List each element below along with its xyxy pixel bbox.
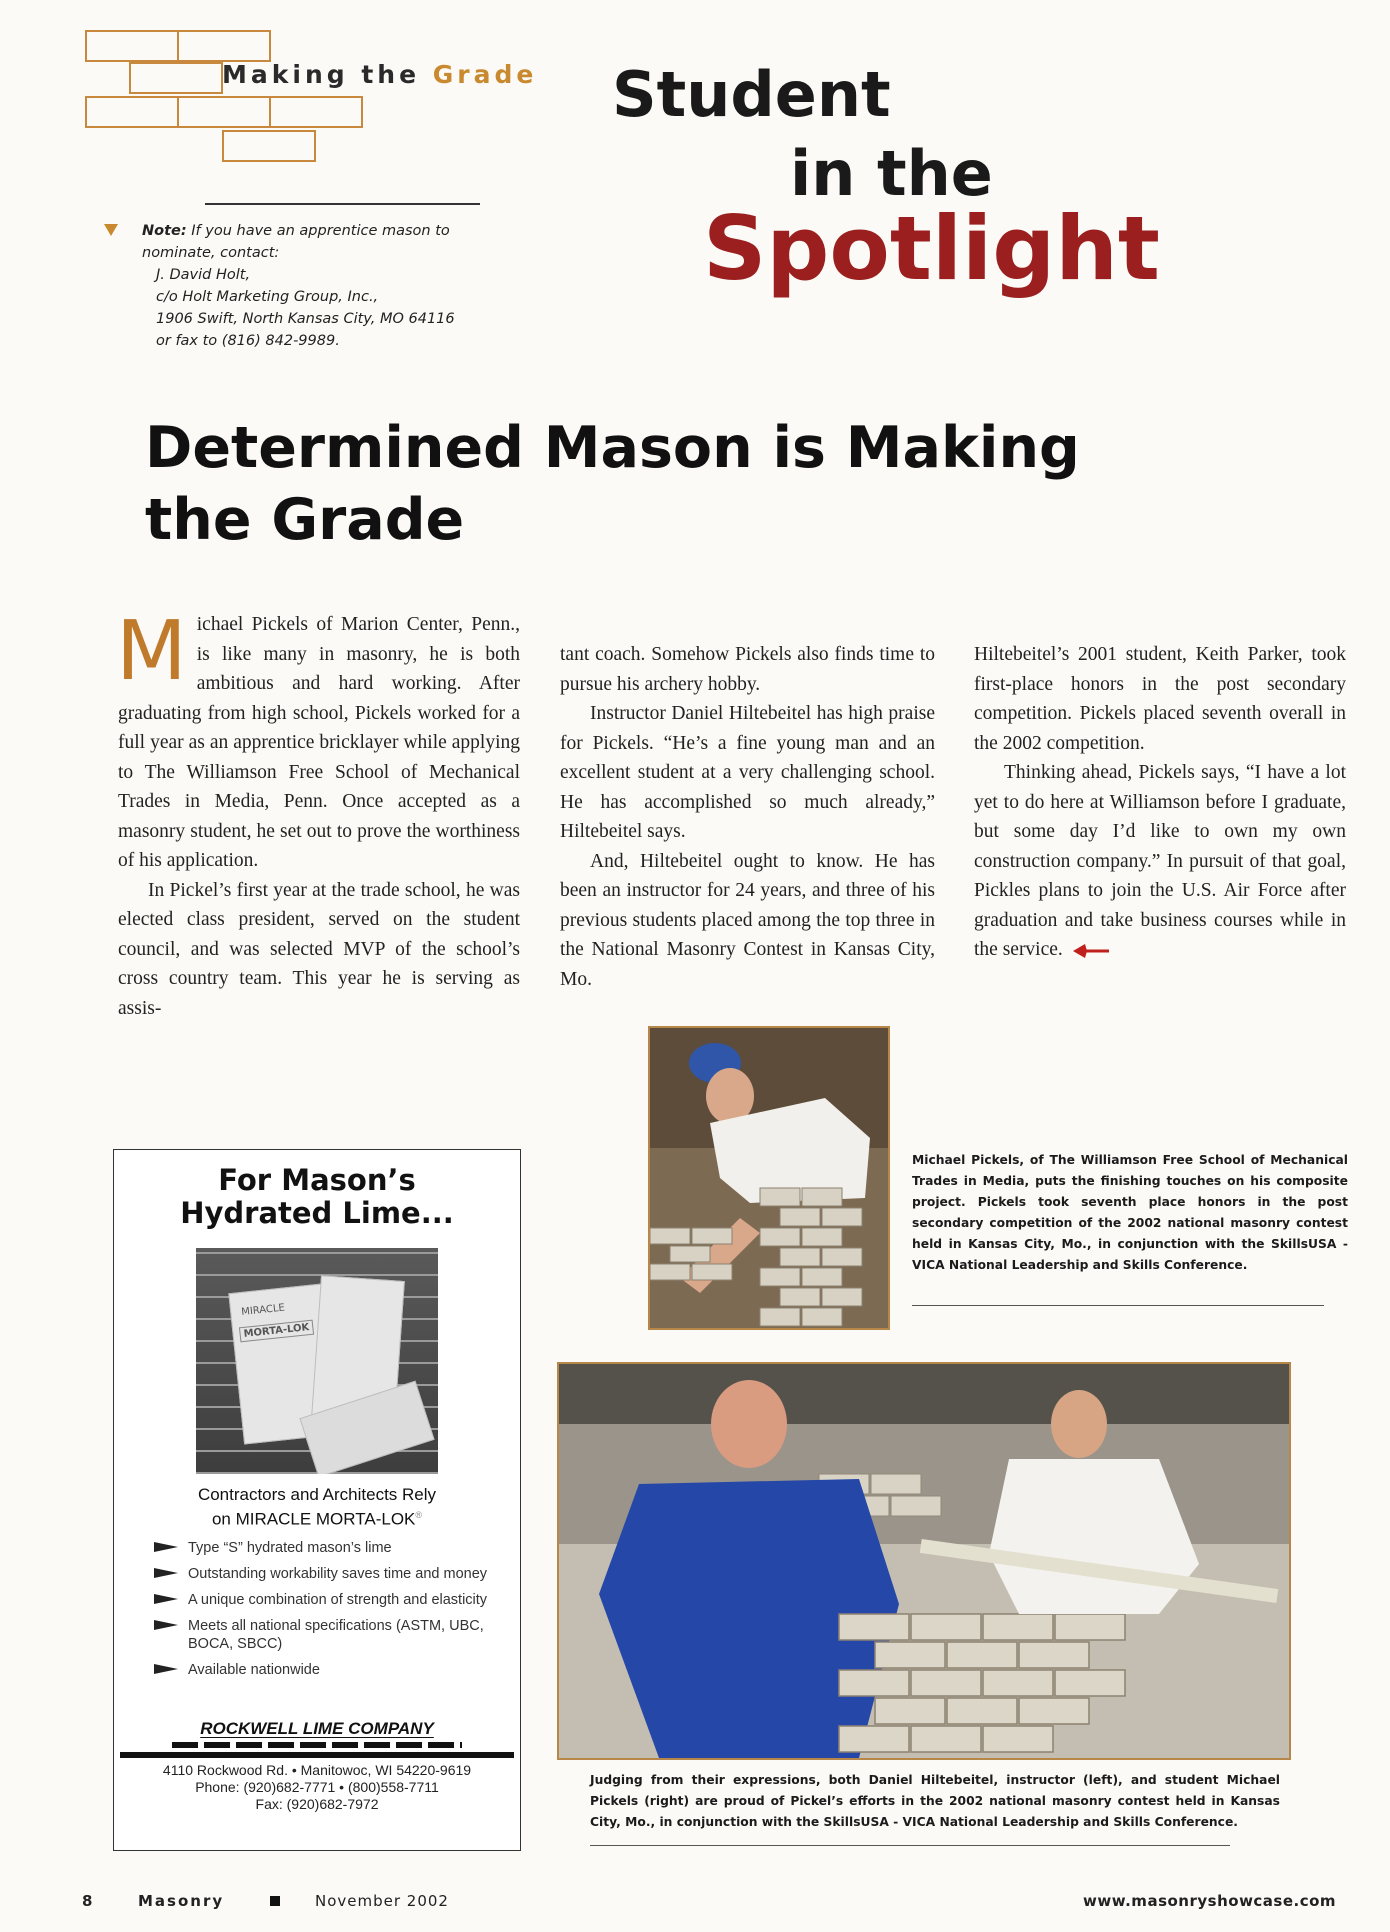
caption-rule [590,1845,1230,1846]
feature-list [154,1539,504,1687]
brick [85,30,179,62]
feature-text: Type “S” hydrated mason’s lime [188,1540,392,1556]
article-paragraph: Hiltebeitel’s 2001 student, Keith Parker, took first-place honors in the post secondary competition. Pickels placed seventh overall in the 2002 competition. [974,644,1346,754]
note-line: or fax to (816) 842-9989. [156,333,340,349]
company-name: ROCKWELL LIME COMPANY [200,1719,434,1738]
article-paragraph: ichael Pickels of Marion Center, Penn., is like many in masonry, he is both ambitious and hard working. After graduating from high school, Pickels worked for a full year as an apprentice bricklayer while applying to The Williamson Free School of Mechanical Trades in Media, Penn. Once accepted as a masonry student, he set out to prove the worthiness of his application. [118,614,520,871]
bag-label: MIRACLE [240,1302,286,1319]
title-spotlight: Spotlight [703,197,1160,300]
photo-illustration [650,1028,888,1328]
trowel-icon [1071,943,1111,959]
article-column-3 [974,640,1346,965]
arrow-bullet-icon [154,1542,178,1552]
footer-square-icon [270,1896,280,1906]
feature-item [154,1617,504,1653]
note-line: nominate, contact: [142,245,280,261]
feature-item [154,1539,504,1557]
company-fax: Fax: (920)682-7972 [255,1796,379,1812]
article-headline: Determined Mason is Making the Grade [145,415,1080,553]
company-contact [114,1762,520,1813]
feature-item [154,1661,504,1679]
company-address: 4110 Rockwood Rd. • Manitowoc, WI 54220-9619 [162,1762,472,1778]
article-column-2 [560,640,935,994]
photo-illustration [559,1364,1289,1758]
product-photo [196,1248,438,1474]
registered-mark: ® [415,1510,423,1520]
title-line-1: Student [612,58,891,131]
drop-cap: M [116,604,187,699]
note-line: c/o Holt Marketing Group, Inc., [156,289,379,305]
note-line: If you have an apprentice mason to [191,223,450,239]
nomination-note [142,220,562,352]
issue-date: November 2002 [315,1892,449,1910]
arrow-bullet-icon [154,1568,178,1578]
caption-rule [912,1305,1324,1306]
feature-text: Meets all national specifications (ASTM, UBC, BOCA, SBCC) [188,1618,484,1652]
photo-instructor-and-student [557,1362,1291,1760]
article-paragraph: And, Hiltebeitel ought to know. He has been an instructor for 24 years, and three of his previous students placed among the top three in the National Masonry Contest in Kansas City, Mo. [560,850,935,990]
brick [129,62,223,94]
ad-subtitle [114,1484,520,1530]
page-number: 8 [82,1892,93,1910]
kicker-accent: Grade [432,60,538,89]
feature-item [154,1565,504,1583]
ad-subtitle-line: on MIRACLE MORTA-LOK [211,1509,416,1529]
ad-title-line: For Mason’s [218,1163,416,1197]
article-paragraph: In Pickel’s first year at the trade school, he was elected class president, served on the student council, and was selected MVP of the school’s cross country team. This year he is serving as assis- [118,879,520,1019]
photo-student-bricklaying [648,1026,890,1330]
company-logo-stripe [120,1752,514,1758]
brick [222,130,316,162]
brick [269,96,363,128]
brick [177,96,271,128]
feature-text: Outstanding workability saves time and money [188,1566,488,1582]
kicker-text: Making the [222,60,421,89]
article-column-1 [116,604,520,1023]
photo2-caption: Judging from their expressions, both Daniel Hiltebeitel, instructor (left), and student Michael Pickels (right) are proud of Pickel’s efforts in the 2002 national masonry contest held in Kansas City, Mo., in conjunction with the SkillsUSA - VICA National Leadership and Skills Conference. [590,1773,1280,1829]
arrow-bullet-icon [154,1620,178,1630]
note-line: J. David Holt, [156,267,251,283]
company-phone: Phone: (920)682-7771 • (800)558-7711 [195,1779,439,1795]
feature-text: Available nationwide [188,1662,320,1678]
website-url: www.masonryshowcase.com [1083,1892,1337,1910]
bag-label: MORTA-LOK [239,1320,314,1343]
feature-text: A unique combination of strength and elasticity [188,1592,488,1608]
arrow-bullet-icon [154,1594,178,1604]
note-divider [205,203,480,205]
article-paragraph: Thinking ahead, Pickels says, “I have a lot yet to do here at Williamson before I graduate, but some day I’d like to own my own construction company.” In pursuit of that goal, Pickles plans to join the U.S. Air Force after graduation and take business courses while in the service. [974,762,1346,960]
note-line: 1906 Swift, North Kansas City, MO 64116 [156,311,455,327]
article-paragraph: Instructor Daniel Hiltebeitel has high praise for Pickels. “He’s a fine young man and an excellent student at a very challenging school. He has accomplished so much already,” Hiltebeitel says. [560,703,935,842]
title-line-2: in the [790,137,993,210]
ad-title-line: Hydrated Lime... [180,1196,454,1230]
feature-item [154,1591,504,1609]
ad-title [114,1164,520,1230]
lime-advertisement [113,1149,521,1851]
down-triangle-icon [104,224,118,236]
note-label: Note: [142,223,187,239]
arrow-bullet-icon [154,1664,178,1674]
publication-name: Masonry [138,1892,225,1910]
ad-subtitle-line: Contractors and Architects Rely [197,1485,437,1504]
section-kicker [222,60,537,89]
article-paragraph: tant coach. Somehow Pickels also finds time to pursue his archery hobby. [560,644,935,695]
brick [177,30,271,62]
photo1-caption: Michael Pickels, of The Williamson Free School of Mechanical Trades in Media, puts the finishing touches on his composite project. Pickels took seventh place honors in the post secondary competition of the 2002 national masonry contest held in Kansas City, Mo., in conjunction with the SkillsUSA - VICA National Leadership and Skills Conference. [912,1153,1348,1272]
company-logo-stripe [172,1742,462,1748]
brick [85,96,179,128]
